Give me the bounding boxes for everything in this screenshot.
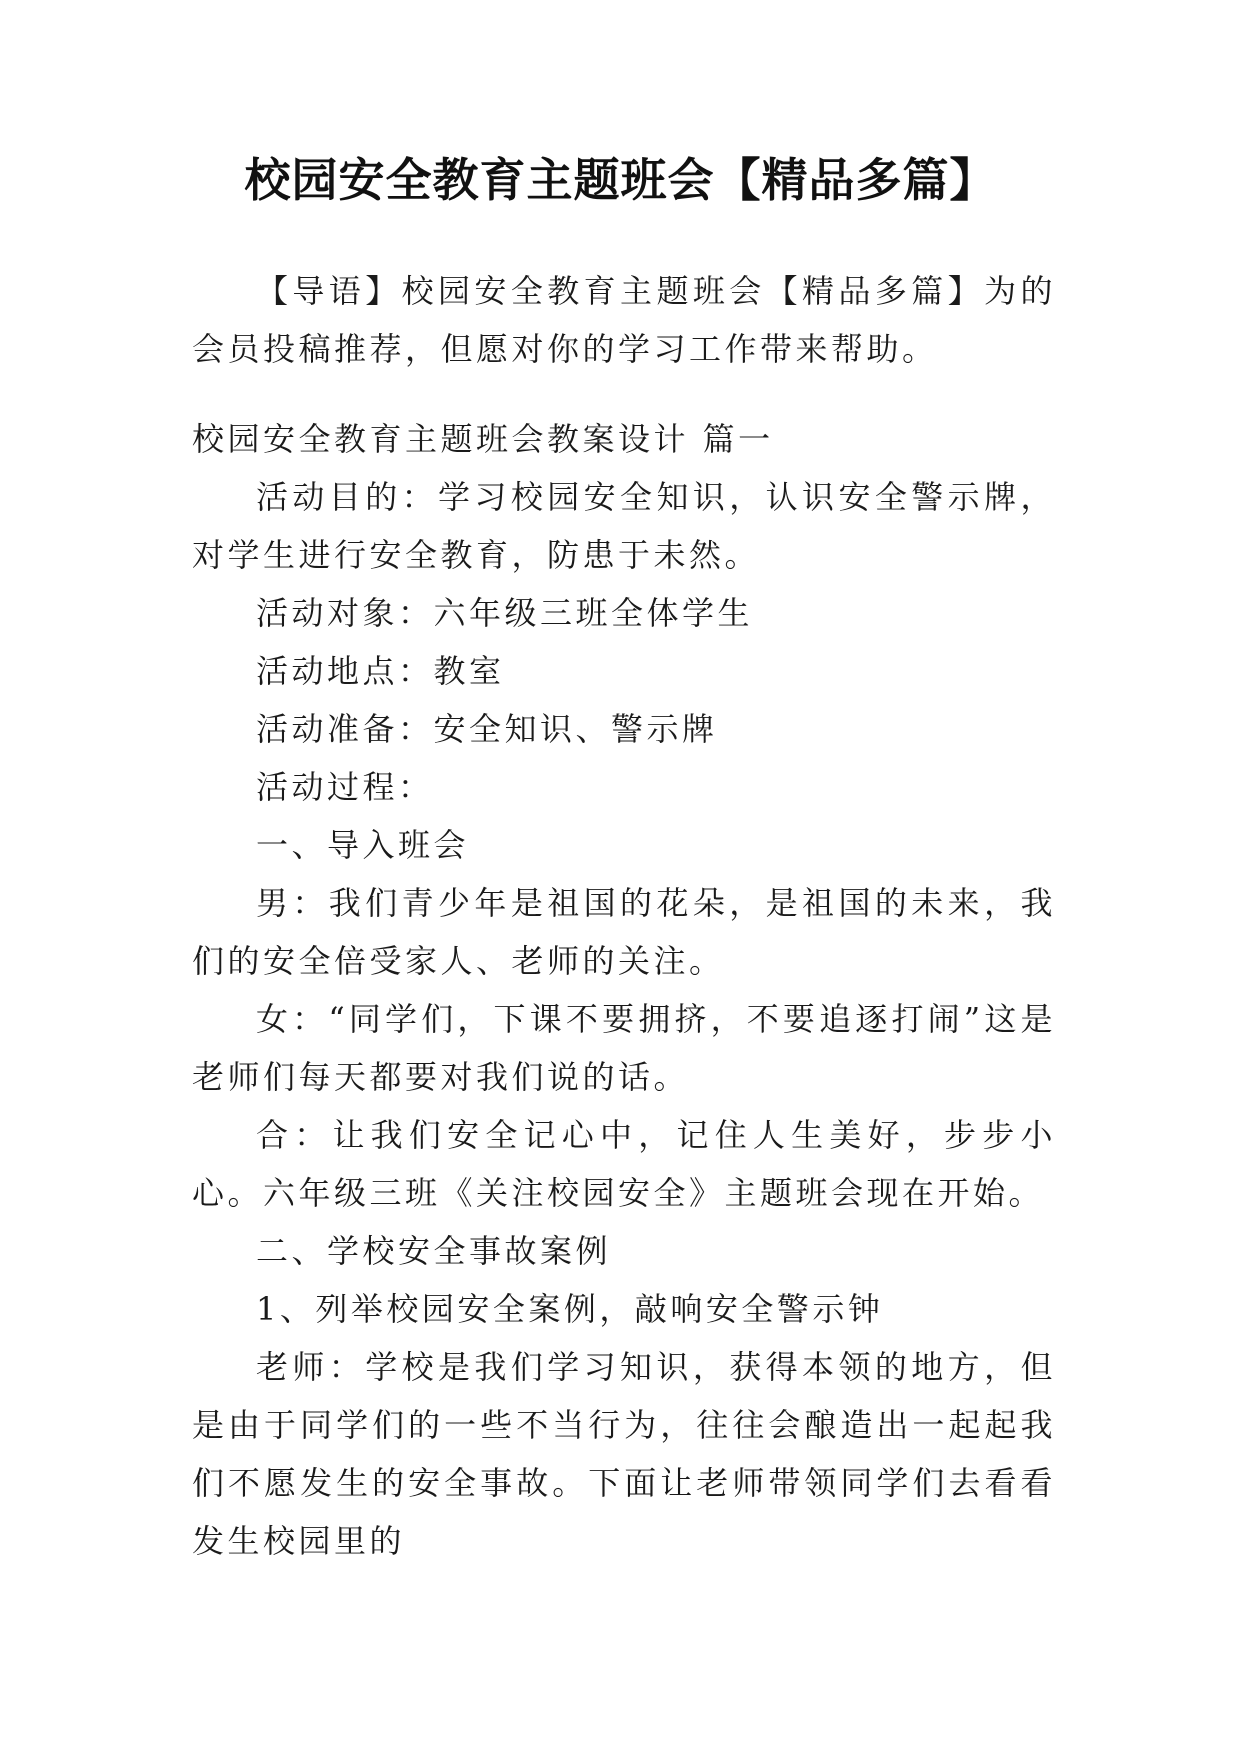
paragraph: 活动过程： bbox=[256, 768, 434, 806]
section-one bbox=[192, 410, 1056, 1570]
paragraph: 活动对象：六年级三班全体学生 bbox=[256, 594, 754, 632]
intro-paragraph: 【导语】校园安全教育主题班会【精品多篇】为的会员投稿推荐，但愿对你的学习工作带来帮助。 bbox=[192, 272, 1056, 368]
paragraph: 活动目的：学习校园安全知识，认识安全警示牌，对学生进行安全教育，防患于未然。 bbox=[192, 478, 1056, 574]
paragraph: 一、导入班会 bbox=[256, 826, 470, 864]
section-heading: 校园安全教育主题班会教案设计 篇一 bbox=[192, 420, 774, 458]
paragraph: 老师：学校是我们学习知识，获得本领的地方，但是由于同学们的一些不当行为，往往会酿造出一起起我们不愿发生的安全事故。下面让老师带领同学们去看看发生校园里的 bbox=[192, 1348, 1056, 1560]
document-title: 校园安全教育主题班会【精品多篇】 bbox=[244, 153, 997, 207]
paragraph: 二、学校安全事故案例 bbox=[256, 1232, 612, 1270]
paragraph: 1、列举校园安全案例，敲响安全警示钟 bbox=[256, 1290, 884, 1328]
paragraph: 活动地点：教室 bbox=[256, 652, 505, 690]
paragraph: 合：让我们安全记心中，记住人生美好，步步小心。六年级三班《关注校园安全》主题班会现在开始。 bbox=[192, 1116, 1056, 1212]
intro-block bbox=[192, 262, 1056, 378]
paragraph: 活动准备：安全知识、警示牌 bbox=[256, 710, 718, 748]
paragraph: 女：“同学们，下课不要拥挤，不要追逐打闹”这是老师们每天都要对我们说的话。 bbox=[192, 1000, 1056, 1096]
paragraph: 男：我们青少年是祖国的花朵，是祖国的未来，我们的安全倍受家人、老师的关注。 bbox=[192, 884, 1056, 980]
